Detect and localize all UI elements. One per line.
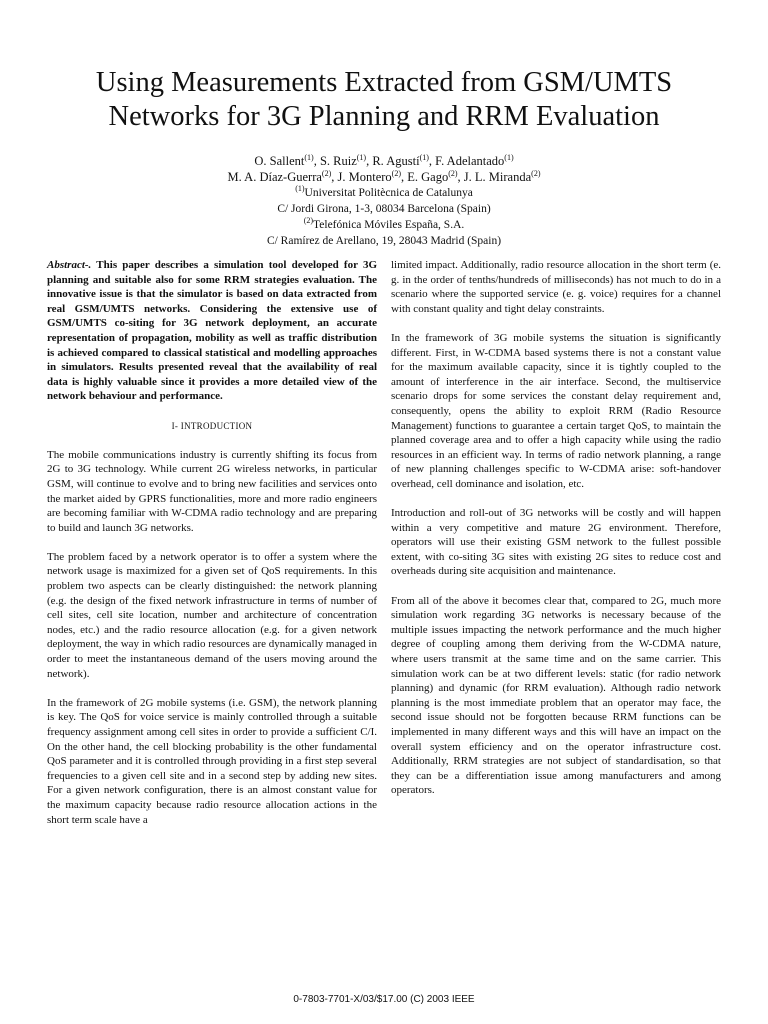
- author-name: O. Sallent: [254, 154, 305, 168]
- author-affiliation-mark: (2): [391, 168, 401, 178]
- affiliation-1-address: C/ Jordi Girona, 1-3, 08034 Barcelona (Spain): [277, 203, 491, 215]
- author-affiliation-mark: (1): [304, 152, 314, 162]
- author-affiliation-mark: (2): [531, 168, 541, 178]
- author-name: J. L. Miranda: [463, 170, 532, 184]
- affiliation-mark: (2): [303, 216, 314, 226]
- author-name: R. Agustí: [372, 154, 420, 168]
- author-affiliation-mark: (1): [419, 152, 429, 162]
- paragraph: From all of the above it becomes clear that, compared to 2G, much more simulation work regarding 3G networks is necessary because of the multiple issues impacting the network performance and the much higher degree of coupling among them deriving from the W-CDMA nature, where users transmit at the same time and on the same carrier. This simulation work can be at two different levels: static (for radio network planning) and dynamic (for RRM evaluation). Although radio network planning is the most immediate problem that an operator may face, the second issue should not be forgotten because RRM functions can be implemented in many different ways and this will have an impact on the overall system efficiency and on the operator infrastructure cost. Additionally, RRM strategies are not subject of standardisation, so that they can be a differentiation issue among manufacturers and among operators.: [391, 594, 721, 797]
- author-affiliation-mark: (2): [448, 168, 458, 178]
- author-name: E. Gago: [407, 170, 449, 184]
- paragraph: In the framework of 3G mobile systems the situation is significantly different. First, in W-CDMA based systems there is not a constant value for the maximum available capacity, since it is tightly coupled to the amount of interference in the air interface. Second, the multiservice scenario drops for some services the constant delay requirement and, consequently, opens the ability to exploit RRM (Radio Resource Management) functions to guarantee a certain target QoS, to maintain the planned coverage area and to offer a high capacity while using the radio resources in an efficient way. In terms of radio network planning, a range of new planning challenges specific to W-CDMA arise: soft-handover overhead, cell dominance and isolation, etc.: [391, 331, 721, 490]
- author-affiliation-mark: (1): [504, 152, 514, 162]
- affiliation-mark: (1): [295, 184, 305, 194]
- author-line-1: O. Sallent$^{(1)}$, S. Ruiz$^{(1)}$, R. Agustí$^{(1)}$, F. Adelantado$^{(1)}$: [254, 152, 514, 168]
- abstract: [47, 258, 377, 404]
- abstract-text: This paper describes a simulation tool developed for 3G planning and suitable also for some RRM strategies evaluation. The innovative issue is that the simulator is based on data extracted from real GSM/UMTS networks. Considering the extensive use of GSM/UMTS co-siting for 3G network deployment, an accurate representation of propagation, mobility as well as traffic distribution is achieved compared to classical statistical and modelling approaches in simulators. Results presented reveal that the availability of real data is highly valuable since it provides a more detailed view of the network behaviour and performance.: [47, 259, 377, 403]
- copyright-footer: 0-7803-7701-X/03/$17.00 (C) 2003 IEEE: [293, 994, 475, 1005]
- abstract-label: Abstract-.: [47, 259, 92, 271]
- author-line-2: M. A. Díaz-Guerra$^{(2)}$, J. Montero$^{(2)}$, E. Gago$^{(2)}$, J. L. Miranda$^{(2)}$: [227, 168, 541, 184]
- paper-title: [40, 66, 728, 134]
- author-affiliation-mark: (2): [321, 168, 332, 178]
- author-name: F. Adelantado: [435, 154, 505, 168]
- paragraph: limited impact. Additionally, radio resource allocation in the short term (e. g. in the order of tenths/hundreds of milliseconds) has not much to do in a scenario where the supported service (e. g. voice) requires for a channel with constant quality and tight delay constraints.: [391, 259, 721, 315]
- title-line-2: Networks for 3G Planning and RRM Evaluation: [108, 101, 660, 132]
- section-heading-introduction: I- INTRODUCTION: [171, 420, 253, 431]
- right-column: [391, 258, 721, 813]
- author-name: S. Ruiz: [319, 154, 357, 168]
- paragraph: The problem faced by a network operator is to offer a system where the network usage is maximized for a given set of QoS requirements. In this problem two aspects can be clearly distinguished: the network planning (e.g. the design of the fixed network infrastructure in terms of number of cell sites, cell site location, number and architecture of concentration nodes, etc.) and the radio resource allocation (e.g. for a given network deployment, the way in which radio resources are dynamically managed in order to meet the instantaneous demand of the users moving around the network).: [47, 550, 377, 680]
- author-block: [40, 153, 728, 249]
- paragraph: The mobile communications industry is currently shifting its focus from 2G to 3G technology. While current 2G wireless networks, in particular GSM, will continue to evolve and to bring new facilities and services onto the market aided by GPRS functionalities, more and more radio engineers are becoming familiar with W-CDMA radio technology and are preparing to build and launch 3G networks.: [47, 448, 377, 534]
- author-name: J. Montero: [337, 170, 392, 184]
- affiliation-2-address: C/ Ramírez de Arellano, 19, 28043 Madrid (Spain): [266, 235, 502, 247]
- title-line-1: Using Measurements Extracted from GSM/UMTS: [95, 67, 673, 98]
- paragraph: In the framework of 2G mobile systems (i.e. GSM), the network planning is key. The QoS for voice service is mainly controlled through a suitable frequency assignment among cell sites in order to provide a sufficient C/I. On the other hand, the cell blocking probability is the other fundamental QoS parameter and it is controlled through providing in a first step several frequencies to a given cell site and in a second step by adding new sites. For a given network configuration, there is an almost constant value for the maximum capacity because radio resource allocation actions in the short term scale have a: [47, 696, 377, 826]
- affiliation-2-name: $^{(2)}$Telefónica Móviles España, S.A.: [303, 216, 465, 231]
- paragraph: Introduction and roll-out of 3G networks will be costly and will happen within a very competitive and mature 2G environment. Therefore, operators will use their existing GSM network to the fullest possible extent, with co-siting 3G sites with existing 2G sites to reduce cost and overheads during site acquisition and maintenance.: [391, 507, 721, 578]
- author-affiliation-mark: (1): [356, 152, 367, 162]
- affiliation-1-name: $^{(1)}$Universitat Politècnica de Catalunya: [295, 184, 473, 199]
- left-column: [47, 258, 377, 842]
- author-name: M. A. Díaz-Guerra: [227, 170, 322, 184]
